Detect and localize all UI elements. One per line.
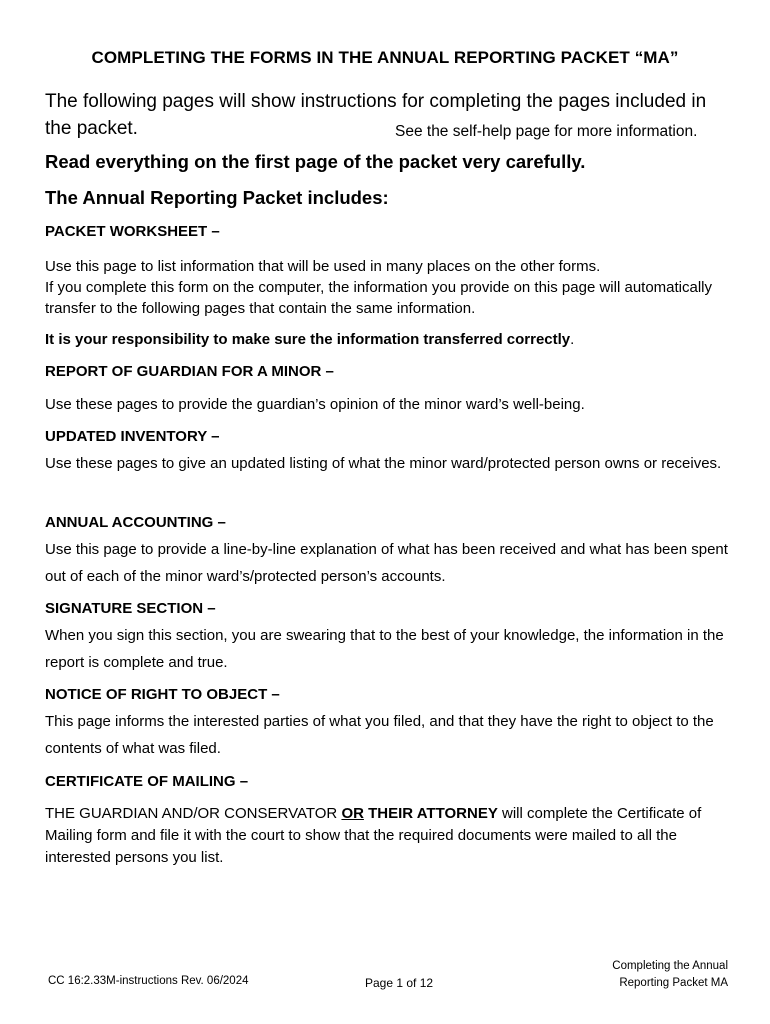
footer-doc-title-line-2: Reporting Packet MA [619, 977, 728, 989]
mailing-part-4: will complete the Certificate of Mailing form and file it with the court to show that the required documents were mailed to all the interested persons you list. [45, 805, 702, 866]
mailing-body [45, 803, 735, 869]
responsibility-text: It is your responsibility to make sure the information transferred correctly [45, 331, 571, 348]
mailing-or-emphasis: OR [341, 805, 364, 822]
page-title: COMPLETING THE FORMS IN THE ANNUAL REPORTING PACKET “MA” [91, 48, 679, 67]
worksheet-responsibility [45, 331, 735, 348]
footer-doc-title-line-1: Completing the Annual [612, 960, 728, 972]
notice-heading: NOTICE OF RIGHT TO OBJECT – [45, 686, 280, 703]
intro-text: The following pages will show instructions for completing the pages included in the packet. [45, 91, 707, 139]
self-help-note: See the self-help page for more information. [395, 123, 698, 140]
accounting-heading: ANNUAL ACCOUNTING – [45, 514, 226, 531]
mailing-attorney: THEIR ATTORNEY [363, 805, 498, 822]
read-carefully-notice: Read everything on the first page of the packet very carefully. [45, 151, 586, 172]
footer-doc-title [612, 958, 728, 992]
mailing-heading: CERTIFICATE OF MAILING – [45, 773, 249, 790]
responsibility-period: . [570, 331, 575, 348]
inventory-heading: UPDATED INVENTORY – [45, 428, 220, 445]
mailing-part-1: THE GUARDIAN AND/OR CONSERVATOR [45, 805, 342, 822]
inventory-body: Use these pages to give an updated listing of what the minor ward/protected person owns or receives. [45, 455, 722, 472]
worksheet-line-2: If you complete this form on the computer, the information you provide on this page will automatically transfer to the following pages that contain the same information. [45, 279, 713, 317]
includes-heading: The Annual Reporting Packet includes: [45, 187, 389, 208]
signature-heading: SIGNATURE SECTION – [45, 600, 216, 617]
footer-page-number: Page 1 of 12 [365, 976, 434, 990]
worksheet-heading: PACKET WORKSHEET – [45, 223, 220, 240]
notice-body: This page informs the interested parties of what you filed, and that they have the right to object to the contents of what was filed. [45, 713, 714, 757]
guardian-report-heading: REPORT OF GUARDIAN FOR A MINOR – [45, 363, 334, 380]
signature-body: When you sign this section, you are swearing that to the best of your knowledge, the information in the report is complete and true. [45, 627, 724, 671]
guardian-report-body: Use these pages to provide the guardian’s opinion of the minor ward’s well-being. [45, 396, 585, 413]
worksheet-line-1: Use this page to list information that will be used in many places on the other forms. [45, 258, 601, 275]
footer-form-id: CC 16:2.33M-instructions Rev. 06/2024 [48, 975, 249, 987]
accounting-body: Use this page to provide a line-by-line explanation of what has been received and what has been spent out of each of the minor ward’s/protected person’s accounts. [45, 541, 728, 585]
